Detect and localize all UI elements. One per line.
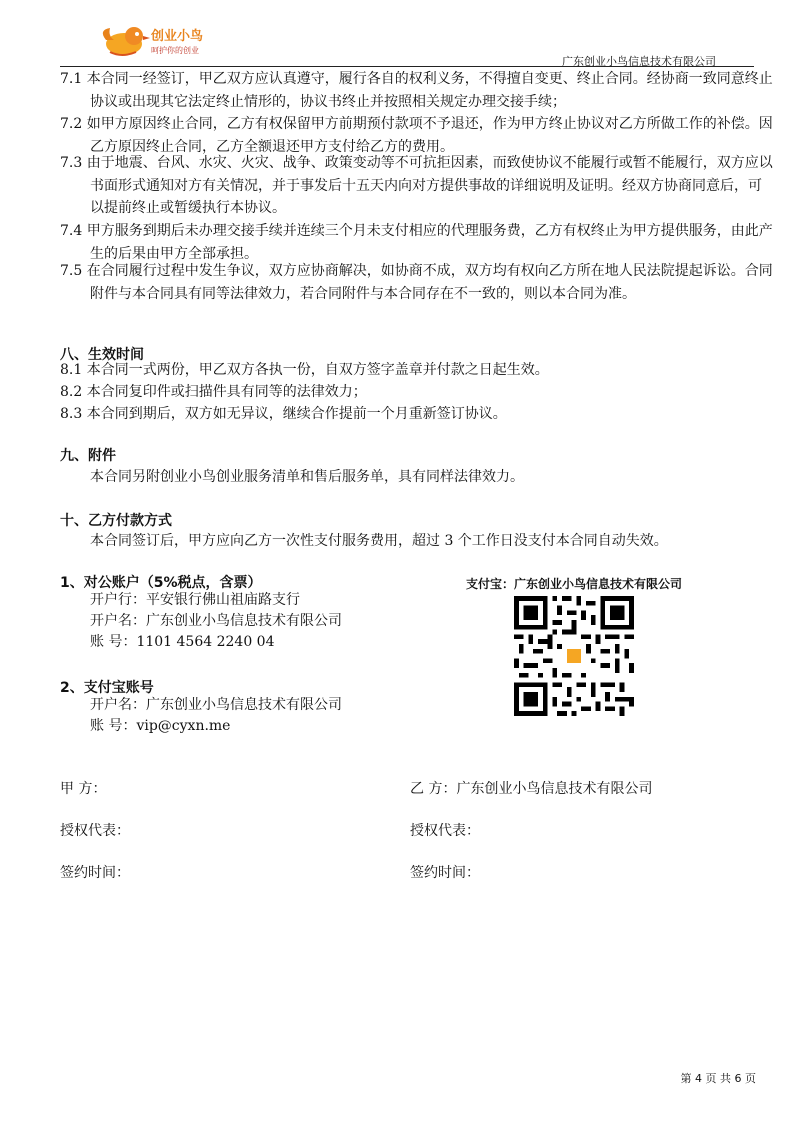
- bird-logo-icon: [96, 18, 156, 62]
- clause-7-3: 7.3 由于地震、台风、水灾、火灾、战争、政策变动等不可抗拒因素，而致使协议不能履行或暂不能履行，双方应以书面形式通知对方有关情况，并于事发后十五天内向对方提供事故的详细说明及证明。经双方协商同意后，可以提前终止或暂缓执行本协议。: [60, 155, 773, 216]
- account-2-heading: 2、支付宝账号: [60, 680, 154, 696]
- account-1-heading: 1、对公账户（5%税点，含票）: [60, 575, 262, 591]
- clause-8-2: 8.2 本合同复印件或扫描件具有同等的法律效力；: [60, 384, 367, 400]
- party-a-representative: 授权代表：: [60, 823, 130, 839]
- party-b-label: 乙 方：广东创业小鸟信息技术有限公司: [410, 781, 653, 797]
- clause-7-5: 7.5 在合同履行过程中发生争议，双方应协商解决，如协商不成，双方均有权向乙方所在地人民法院提起诉讼。合同附件与本合同具有同等法律效力，若合同附件与本合同存在不一致的，则以本合同为准。: [60, 263, 773, 302]
- party-b-date: 签约时间：: [410, 865, 480, 881]
- clause-7-4: 7.4 甲方服务到期后未办理交接手续并连续三个月未支付相应的代理服务费，乙方有权终止为甲方提供服务，由此产生的后果由甲方全部承担。: [60, 223, 773, 262]
- party-b-representative: 授权代表：: [410, 823, 480, 839]
- clause-8-3: 8.3 本合同到期后，双方如无异议，继续合作提前一个月重新签订协议。: [60, 406, 507, 422]
- account-1-bank: 开户行：平安银行佛山祖庙路支行: [90, 592, 300, 608]
- section-9-heading: 九、附件: [60, 448, 116, 464]
- party-a-label: 甲 方：: [60, 781, 107, 797]
- clause-7-2: 7.2 如甲方原因终止合同，乙方有权保留甲方前期预付款项不予退还，作为甲方终止协议对乙方所做工作的补偿。因乙方原因终止合同，乙方全额退还甲方支付给乙方的费用。: [60, 116, 773, 155]
- clause-8-1: 8.1 本合同一式两份，甲乙双方各执一份，自双方签字盖章并付款之日起生效。: [60, 362, 549, 378]
- qr-code-icon: [514, 596, 634, 716]
- logo-slogan: 呵护你的创业: [151, 46, 199, 55]
- clause-7-1: 7.1 本合同一经签订，甲乙双方应认真遵守，履行各自的权利义务，不得擅自变更、终止合同。经协商一致同意终止协议或出现其它法定终止情形的，协议书终止并按照相关规定办理交接手续；: [60, 71, 773, 110]
- account-2-number: 账 号：vip@cyxn.me: [90, 718, 231, 734]
- alipay-qr-code: [514, 596, 634, 716]
- party-a-date: 签约时间：: [60, 865, 130, 881]
- account-1-name: 开户名：广东创业小鸟信息技术有限公司: [90, 613, 342, 629]
- account-2-name: 开户名：广东创业小鸟信息技术有限公司: [90, 697, 342, 713]
- section-10-heading: 十、乙方付款方式: [60, 513, 172, 529]
- header-divider: [60, 66, 754, 67]
- header-company: 广东创业小鸟信息技术有限公司: [562, 55, 716, 68]
- section-10-body: 本合同签订后，甲方应向乙方一次性支付服务费用，超过 3 个工作日没支付本合同自动失效。: [90, 533, 668, 549]
- logo-title: 创业小鸟: [151, 29, 204, 44]
- alipay-title: 支付宝：广东创业小鸟信息技术有限公司: [466, 577, 683, 591]
- section-9-body: 本合同另附创业小鸟创业服务清单和售后服务单，具有同样法律效力。: [90, 469, 524, 485]
- section-8-heading: 八、生效时间: [60, 347, 144, 363]
- page-number: 第 4 页 共 6 页: [680, 1072, 756, 1085]
- account-1-number: 账 号：1101 4564 2240 04: [90, 634, 275, 650]
